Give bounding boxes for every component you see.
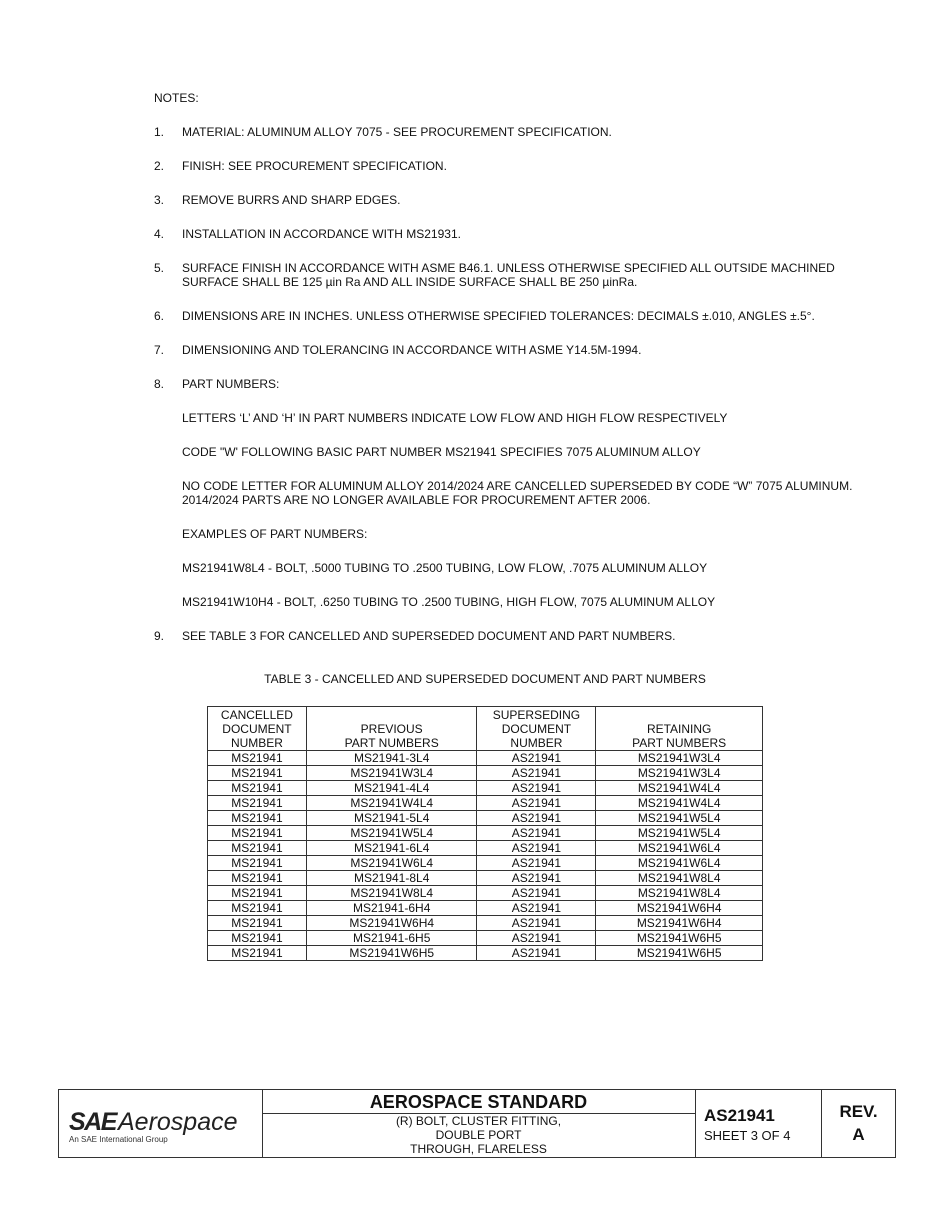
- table-cell: AS21941: [477, 946, 596, 961]
- table-cell: MS21941: [208, 811, 307, 826]
- table-cell: MS21941: [208, 946, 307, 961]
- table-cell: AS21941: [477, 886, 596, 901]
- table-cell: AS21941: [477, 751, 596, 766]
- document-number: AS21941: [704, 1106, 775, 1125]
- table-row: [208, 811, 763, 826]
- table-cell: MS21941: [208, 781, 307, 796]
- note8-examples-heading: EXAMPLES OF PART NUMBERS:: [182, 527, 368, 541]
- header-retaining-part-numbers: [596, 707, 763, 751]
- table-cell: MS21941: [208, 796, 307, 811]
- table-cell: MS21941: [208, 766, 307, 781]
- table-cell: MS21941W6L4: [596, 856, 763, 871]
- header-line: RETAINING: [646, 722, 712, 736]
- table3-title: TABLE 3 - CANCELLED AND SUPERSEDED DOCUMENT AND PART NUMBERS: [264, 672, 706, 686]
- sae-aerospace-logo: [59, 1090, 263, 1157]
- note-8: [154, 377, 874, 609]
- title-block: [58, 1089, 896, 1158]
- title-line: (R) BOLT, CLUSTER FITTING,: [395, 1114, 562, 1128]
- table-cell: MS21941W3L4: [596, 766, 763, 781]
- table-cell: MS21941W5L4: [596, 826, 763, 841]
- table-cell: AS21941: [477, 871, 596, 886]
- logo-word: Aerospace: [118, 1108, 238, 1136]
- table-cell: MS21941: [208, 901, 307, 916]
- table-cell: AS21941: [477, 826, 596, 841]
- note-text: DIMENSIONING AND TOLERANCING IN ACCORDANCE WITH ASME Y14.5M-1994.: [182, 343, 642, 357]
- table-cell: MS21941: [208, 856, 307, 871]
- table-cell: MS21941W3L4: [596, 751, 763, 766]
- note-text: DIMENSIONS ARE IN INCHES. UNLESS OTHERWISE SPECIFIED TOLERANCES: DECIMALS ±.010, ANGLES ±.5°.: [182, 309, 815, 323]
- note-1: [154, 125, 874, 139]
- table-cell: MS21941W6H5: [596, 946, 763, 961]
- note8-code-w: CODE "W' FOLLOWING BASIC PART NUMBER MS21941 SPECIFIES 7075 ALUMINUM ALLOY: [182, 445, 701, 459]
- note-number: 5.: [154, 261, 165, 275]
- note8-example-2: MS21941W10H4 - BOLT, .6250 TUBING TO .2500 TUBING, HIGH FLOW, 7075 ALUMINUM ALLOY: [182, 595, 716, 609]
- note-text: REMOVE BURRS AND SHARP EDGES.: [182, 193, 401, 207]
- note-number: 4.: [154, 227, 165, 241]
- table-cell: AS21941: [477, 856, 596, 871]
- table-cell: AS21941: [477, 841, 596, 856]
- note-number: 3.: [154, 193, 165, 207]
- table-cell: AS21941: [477, 931, 596, 946]
- table-cell: MS21941: [208, 886, 307, 901]
- sheet-number: SHEET 3 OF 4: [704, 1128, 791, 1143]
- title-block-center: [262, 1090, 696, 1157]
- table-cell: MS21941W6L4: [596, 841, 763, 856]
- table-cell: MS21941W4L4: [596, 781, 763, 796]
- header-line: DOCUMENT: [501, 722, 572, 736]
- table-cell: MS21941-8L4: [306, 871, 477, 886]
- header-line: PART NUMBERS: [344, 736, 439, 750]
- revision-cell: [822, 1090, 895, 1157]
- table-row: [208, 856, 763, 871]
- table-cell: MS21941: [208, 931, 307, 946]
- note-number: 8.: [154, 377, 165, 391]
- table-cell: AS21941: [477, 781, 596, 796]
- notes-heading: NOTES:: [154, 91, 199, 105]
- title-line: THROUGH, FLARELESS: [410, 1142, 547, 1156]
- note-text: FINISH: SEE PROCUREMENT SPECIFICATION.: [182, 159, 447, 173]
- note-9: [154, 629, 874, 643]
- note-text: SURFACE FINISH IN ACCORDANCE WITH ASME B46.1. UNLESS OTHERWISE SPECIFIED ALL OUTSIDE MACHINED SURFACE SHALL BE 125 µin Ra AND ALL INSIDE SURFACE SHALL BE 250 µinRa.: [182, 261, 835, 289]
- standard-type: AEROSPACE STANDARD: [262, 1090, 695, 1114]
- header-line: CANCELLED: [220, 708, 293, 722]
- header-superseding-document-number: [477, 707, 596, 751]
- table-cell: MS21941: [208, 841, 307, 856]
- table-cell: MS21941W4L4: [596, 796, 763, 811]
- table-cell: MS21941W5L4: [596, 811, 763, 826]
- note-5: [154, 261, 874, 289]
- table-cell: MS21941-5L4: [306, 811, 477, 826]
- table-cell: MS21941-6H4: [306, 901, 477, 916]
- note8-no-code: NO CODE LETTER FOR ALUMINUM ALLOY 2014/2024 ARE CANCELLED SUPERSEDED BY CODE “W” 7075 ALUMINUM. 2014/2024 PARTS ARE NO LONGER AVAILABLE FOR PROCUREMENT AFTER 2006.: [182, 479, 853, 507]
- table-row: [208, 766, 763, 781]
- note-text: SEE TABLE 3 FOR CANCELLED AND SUPERSEDED DOCUMENT AND PART NUMBERS.: [182, 629, 676, 643]
- table-cell: MS21941-6L4: [306, 841, 477, 856]
- document-number-cell: [696, 1090, 822, 1157]
- header-line: NUMBER: [510, 736, 563, 750]
- title-line: DOUBLE PORT: [435, 1128, 522, 1142]
- note-4: [154, 227, 874, 241]
- note8-letters: LETTERS ‘L’ AND ‘H’ IN PART NUMBERS INDICATE LOW FLOW AND HIGH FLOW RESPECTIVELY: [182, 411, 728, 425]
- header-line: DOCUMENT: [222, 722, 292, 736]
- note-number: 2.: [154, 159, 165, 173]
- logo-brand: SAE: [69, 1108, 116, 1136]
- table-cell: AS21941: [477, 901, 596, 916]
- table-cell: MS21941: [208, 916, 307, 931]
- table-cell: AS21941: [477, 811, 596, 826]
- table-cell: MS21941W5L4: [306, 826, 477, 841]
- header-previous-part-numbers: [306, 707, 477, 751]
- table-row: [208, 841, 763, 856]
- table-row: [208, 901, 763, 916]
- table-cell: MS21941W8L4: [596, 886, 763, 901]
- table-cell: MS21941W6H5: [306, 946, 477, 961]
- table-cell: MS21941W6L4: [306, 856, 477, 871]
- table-cell: AS21941: [477, 916, 596, 931]
- table-cell: MS21941W6H4: [306, 916, 477, 931]
- note-6: [154, 309, 874, 323]
- document-title: [262, 1114, 695, 1156]
- note-3: [154, 193, 874, 207]
- header-line: SUPERSEDING: [492, 708, 581, 722]
- table-row: [208, 916, 763, 931]
- revision-label: REV.: [839, 1102, 878, 1121]
- header-line: PREVIOUS: [360, 722, 423, 736]
- table-cell: MS21941W8L4: [596, 871, 763, 886]
- table-cell: MS21941: [208, 751, 307, 766]
- table-cell: MS21941: [208, 871, 307, 886]
- note-text: INSTALLATION IN ACCORDANCE WITH MS21931.: [182, 227, 461, 241]
- note-number: 1.: [154, 125, 165, 139]
- table-cell: MS21941W6H5: [596, 931, 763, 946]
- table-row: [208, 796, 763, 811]
- header-line: PART NUMBERS: [632, 736, 727, 750]
- notes-section: [154, 91, 874, 663]
- table-row: [208, 826, 763, 841]
- table-cell: AS21941: [477, 766, 596, 781]
- table-cell: MS21941-3L4: [306, 751, 477, 766]
- note-7: [154, 343, 874, 357]
- header-cancelled-document-number: [208, 707, 307, 751]
- note-number: 7.: [154, 343, 165, 357]
- note-number: 6.: [154, 309, 165, 323]
- header-line: NUMBER: [230, 736, 283, 750]
- note-number: 9.: [154, 629, 165, 643]
- revision-value: A: [852, 1125, 865, 1144]
- table-cell: MS21941W6H4: [596, 916, 763, 931]
- table-row: [208, 871, 763, 886]
- table-cell: MS21941W4L4: [306, 796, 477, 811]
- table-cell: AS21941: [477, 796, 596, 811]
- note-2: [154, 159, 874, 173]
- sae-logo-icon: [59, 1090, 262, 1157]
- table-cell: MS21941-6H5: [306, 931, 477, 946]
- table3: [207, 706, 763, 961]
- table-cell: MS21941W3L4: [306, 766, 477, 781]
- table-cell: MS21941W6H4: [596, 901, 763, 916]
- table-cell: MS21941W8L4: [306, 886, 477, 901]
- table-cell: MS21941-4L4: [306, 781, 477, 796]
- table-row: [208, 751, 763, 766]
- table-cell: MS21941: [208, 826, 307, 841]
- table-row: [208, 781, 763, 796]
- table-row: [208, 946, 763, 961]
- note-text: PART NUMBERS:: [182, 377, 280, 391]
- table-row: [208, 886, 763, 901]
- note-text: MATERIAL: ALUMINUM ALLOY 7075 - SEE PROCUREMENT SPECIFICATION.: [182, 125, 612, 139]
- logo-tagline: An SAE International Group: [69, 1135, 168, 1144]
- table-header-row: [208, 707, 763, 751]
- table-row: [208, 931, 763, 946]
- note8-example-1: MS21941W8L4 - BOLT, .5000 TUBING TO .2500 TUBING, LOW FLOW, .7075 ALUMINUM ALLOY: [182, 561, 708, 575]
